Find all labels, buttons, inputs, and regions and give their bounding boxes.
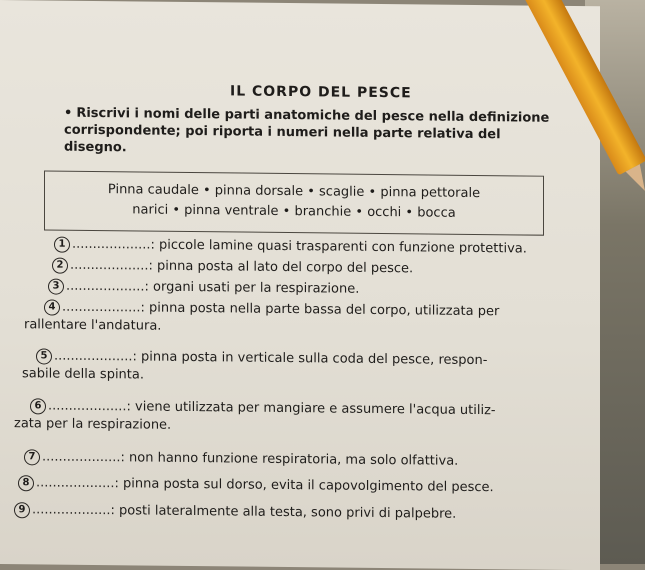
answer-blank-7[interactable]: ................... xyxy=(42,449,121,466)
answer-blank-4[interactable]: ................... xyxy=(62,299,141,316)
word-bank-line-1: Pinna caudale • pinna dorsale • scaglie • pinna pettorale xyxy=(107,182,481,202)
answer-blank-8[interactable]: ................... xyxy=(36,475,115,492)
definition-item-6 xyxy=(14,397,496,438)
bullet-icon: • xyxy=(64,105,73,121)
definition-text: : pinna posta al lato del corpo del pesce. xyxy=(148,258,414,277)
definition-continuation: rallentare l'andatura. xyxy=(24,317,162,334)
definitions-list xyxy=(14,235,594,522)
definition-text: : pinna posta nella parte bassa del corpo, utilizzata per xyxy=(140,300,500,320)
number-badge: 9 xyxy=(14,502,30,518)
definition-item-9 xyxy=(14,501,456,524)
definition-text: : viene utilizzata per mangiare e assumere l'acqua utiliz- xyxy=(126,399,496,419)
number-badge: 1 xyxy=(54,236,70,252)
answer-blank-1[interactable]: ................... xyxy=(72,236,151,253)
definition-text: : pinna posta sul dorso, evita il capovolgimento del pesce. xyxy=(114,476,494,496)
number-badge: 5 xyxy=(36,348,52,364)
definition-item-2 xyxy=(52,257,413,279)
page-title: IL CORPO DEL PESCE xyxy=(230,83,412,102)
number-badge: 2 xyxy=(52,257,68,273)
number-badge: 4 xyxy=(44,299,60,315)
number-badge: 8 xyxy=(18,475,34,491)
definition-continuation: sabile della spinta. xyxy=(22,366,144,383)
definition-text: : piccole lamine quasi trasparenti con funzione protettiva. xyxy=(150,237,527,257)
definition-text: : non hanno funzione respiratoria, ma solo olfattiva. xyxy=(120,450,459,469)
definition-item-3 xyxy=(48,278,359,299)
definition-text: : posti lateralmente alla testa, sono privi di palpebre. xyxy=(110,503,457,522)
number-badge: 3 xyxy=(48,278,64,294)
word-bank-line-2: narici • pinna ventrale • branchie • occhi • bocca xyxy=(132,202,456,221)
answer-blank-3[interactable]: ................... xyxy=(66,278,145,295)
definition-item-7 xyxy=(24,448,458,471)
word-bank-box xyxy=(44,170,544,235)
definition-continuation: zata per la respirazione. xyxy=(14,416,172,433)
answer-blank-5[interactable]: ................... xyxy=(54,348,133,365)
answer-blank-9[interactable]: ................... xyxy=(32,502,111,519)
answer-blank-2[interactable]: ................... xyxy=(70,257,149,274)
definition-text: : organi usati per la respirazione. xyxy=(144,279,360,297)
number-badge: 6 xyxy=(30,398,46,414)
definition-item-1 xyxy=(54,236,527,259)
definition-item-5 xyxy=(22,347,488,388)
number-badge: 7 xyxy=(24,449,40,465)
answer-blank-6[interactable]: ................... xyxy=(48,398,127,415)
definition-text: : pinna posta in verticale sulla coda del pesce, respon- xyxy=(132,349,488,369)
instruction-body: Riscrivi i nomi delle parti anatomiche del pesce nella definizione corrispondente; poi riporta i numeri nella parte relativa del disegno. xyxy=(64,105,550,156)
definition-item-8 xyxy=(18,474,494,497)
instruction-text xyxy=(64,105,554,161)
definition-item-4 xyxy=(24,298,500,339)
